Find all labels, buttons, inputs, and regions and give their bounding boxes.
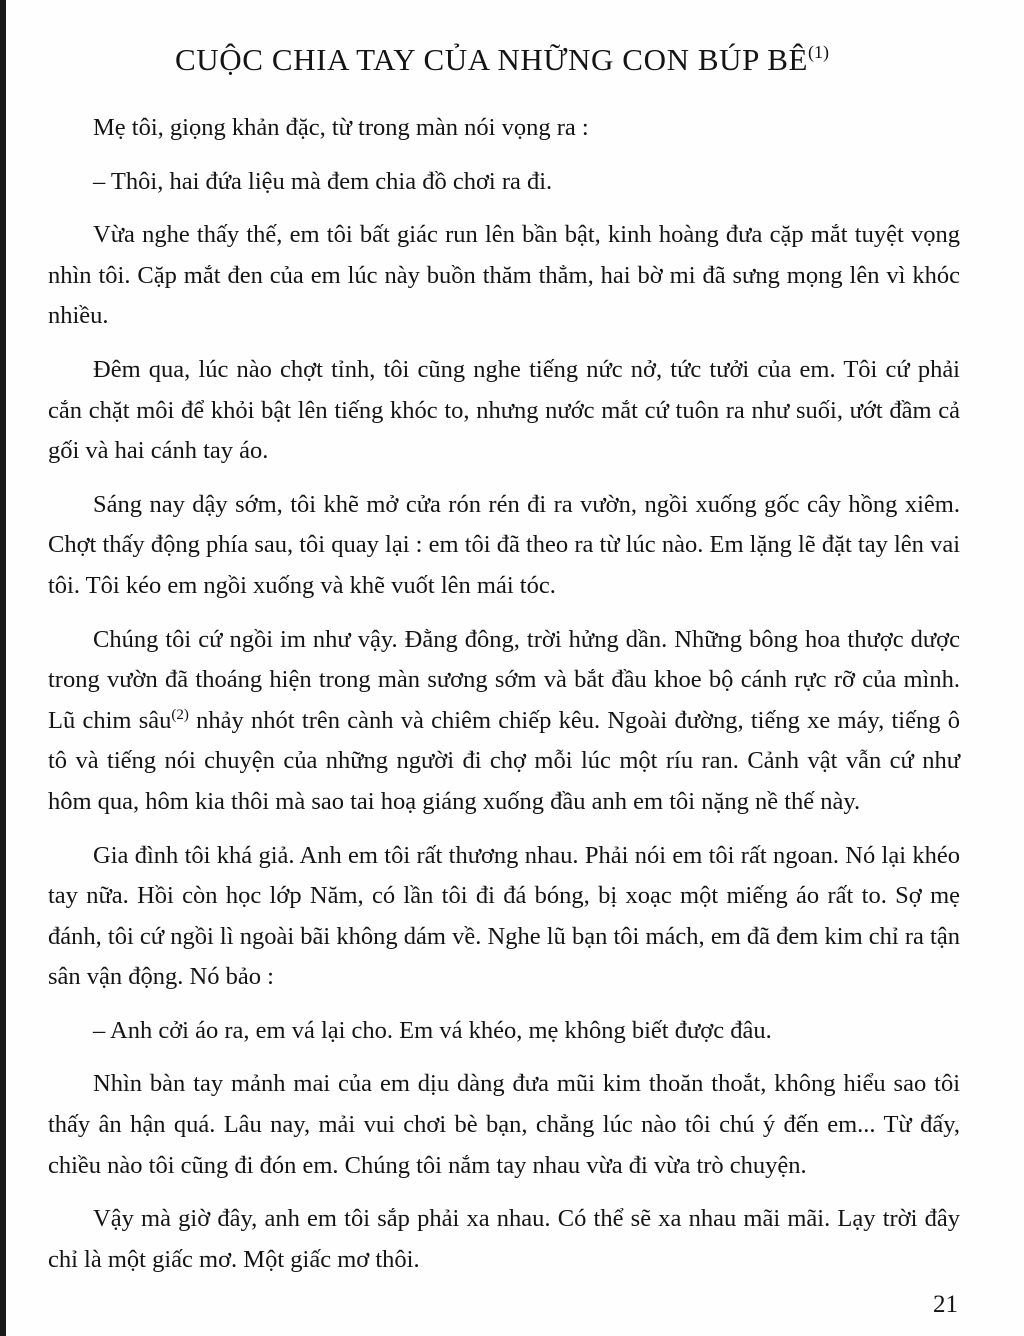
paragraph: Gia đình tôi khá giả. Anh em tôi rất thương nhau. Phải nói em tôi rất ngoan. Nó lại khéo tay nữa. Hồi còn học lớp Năm, có lần tôi đi đá bóng, bị xoạc một miếng áo rất to. Sợ mẹ đánh, tôi cứ ngồi lì ngoài bãi không dám về. Nghe lũ bạn tôi mách, em đã đem kim chỉ ra tận sân vận động. Nó bảo : [48, 841, 960, 991]
paragraph-with-footnote [48, 620, 960, 823]
page-number: 21 [933, 1291, 958, 1318]
paragraph-text-after-footnote: nhảy nhót trên cành và chiêm chiếp kêu. Ngoài đường, tiếng xe máy, tiếng ô tô và tiếng nói chuyện của những người đi chợ mỗi lúc một ríu ran. Cảnh vật vẫn cứ như hôm qua, hôm kia thôi mà sao tai hoạ giáng xuống đầu anh em tôi nặng nề thế này. [48, 706, 960, 815]
page-edge-shadow [0, 0, 6, 1336]
paragraph: – Anh cởi áo ra, em vá lại cho. Em vá khéo, mẹ không biết được đâu. [93, 1016, 772, 1044]
chapter-title [0, 30, 1004, 82]
paragraph: Sáng nay dậy sớm, tôi khẽ mở cửa rón rén đi ra vườn, ngồi xuống gốc cây hồng xiêm. Chợt thấy động phía sau, tôi quay lại : em tôi đã theo ra từ lúc nào. Em lặng lẽ đặt tay lên vai tôi. Tôi kéo em ngồi xuống và khẽ vuốt lên mái tóc. [48, 490, 960, 599]
paragraph: Đêm qua, lúc nào chợt tỉnh, tôi cũng nghe tiếng nức nở, tức tưởi của em. Tôi cứ phải cắn chặt môi để khỏi bật lên tiếng khóc to, nhưng nước mắt cứ tuôn ra như suối, ướt đầm cả gối và hai cánh tay áo. [48, 355, 960, 465]
title-footnote-mark: (1) [808, 42, 830, 62]
story-body [48, 108, 960, 1293]
paragraph: Mẹ tôi, giọng khản đặc, từ trong màn nói vọng ra : [93, 114, 589, 141]
footnote-mark: (2) [171, 706, 189, 723]
paragraph: Vừa nghe thấy thế, em tôi bất giác run lên bần bật, kinh hoàng đưa cặp mắt tuyệt vọng nhìn tôi. Cặp mắt đen của em lúc này buồn thăm thẳm, hai bờ mi đã sưng mọng lên vì khóc nhiều. [48, 221, 960, 330]
paragraph-text-before-footnote: Chúng tôi cứ ngồi im như vậy. Đằng đông, trời hửng dần. Những bông hoa thược dược trong vườn đã thoáng hiện trong màn sương sớm và bắt đầu khoe bộ cánh rực rỡ của mình. Lũ chim sâu [48, 625, 960, 734]
paragraph: Nhìn bàn tay mảnh mai của em dịu dàng đưa mũi kim thoăn thoắt, không hiểu sao tôi thấy ân hận quá. Lâu nay, mải vui chơi bè bạn, chẳng lúc nào tôi chú ý đến em... Từ đấy, chiều nào tôi cũng đi đón em. Chúng tôi nắm tay nhau vừa đi vừa trò chuyện. [48, 1070, 960, 1179]
paragraph: – Thôi, hai đứa liệu mà đem chia đồ chơi ra đi. [93, 167, 553, 195]
chapter-title-text: CUỘC CHIA TAY CỦA NHỮNG CON BÚP BÊ [174, 42, 809, 77]
paragraph: Vậy mà giờ đây, anh em tôi sắp phải xa nhau. Có thể sẽ xa nhau mãi mãi. Lạy trời đây chỉ là một giấc mơ. Một giấc mơ thôi. [48, 1205, 960, 1273]
